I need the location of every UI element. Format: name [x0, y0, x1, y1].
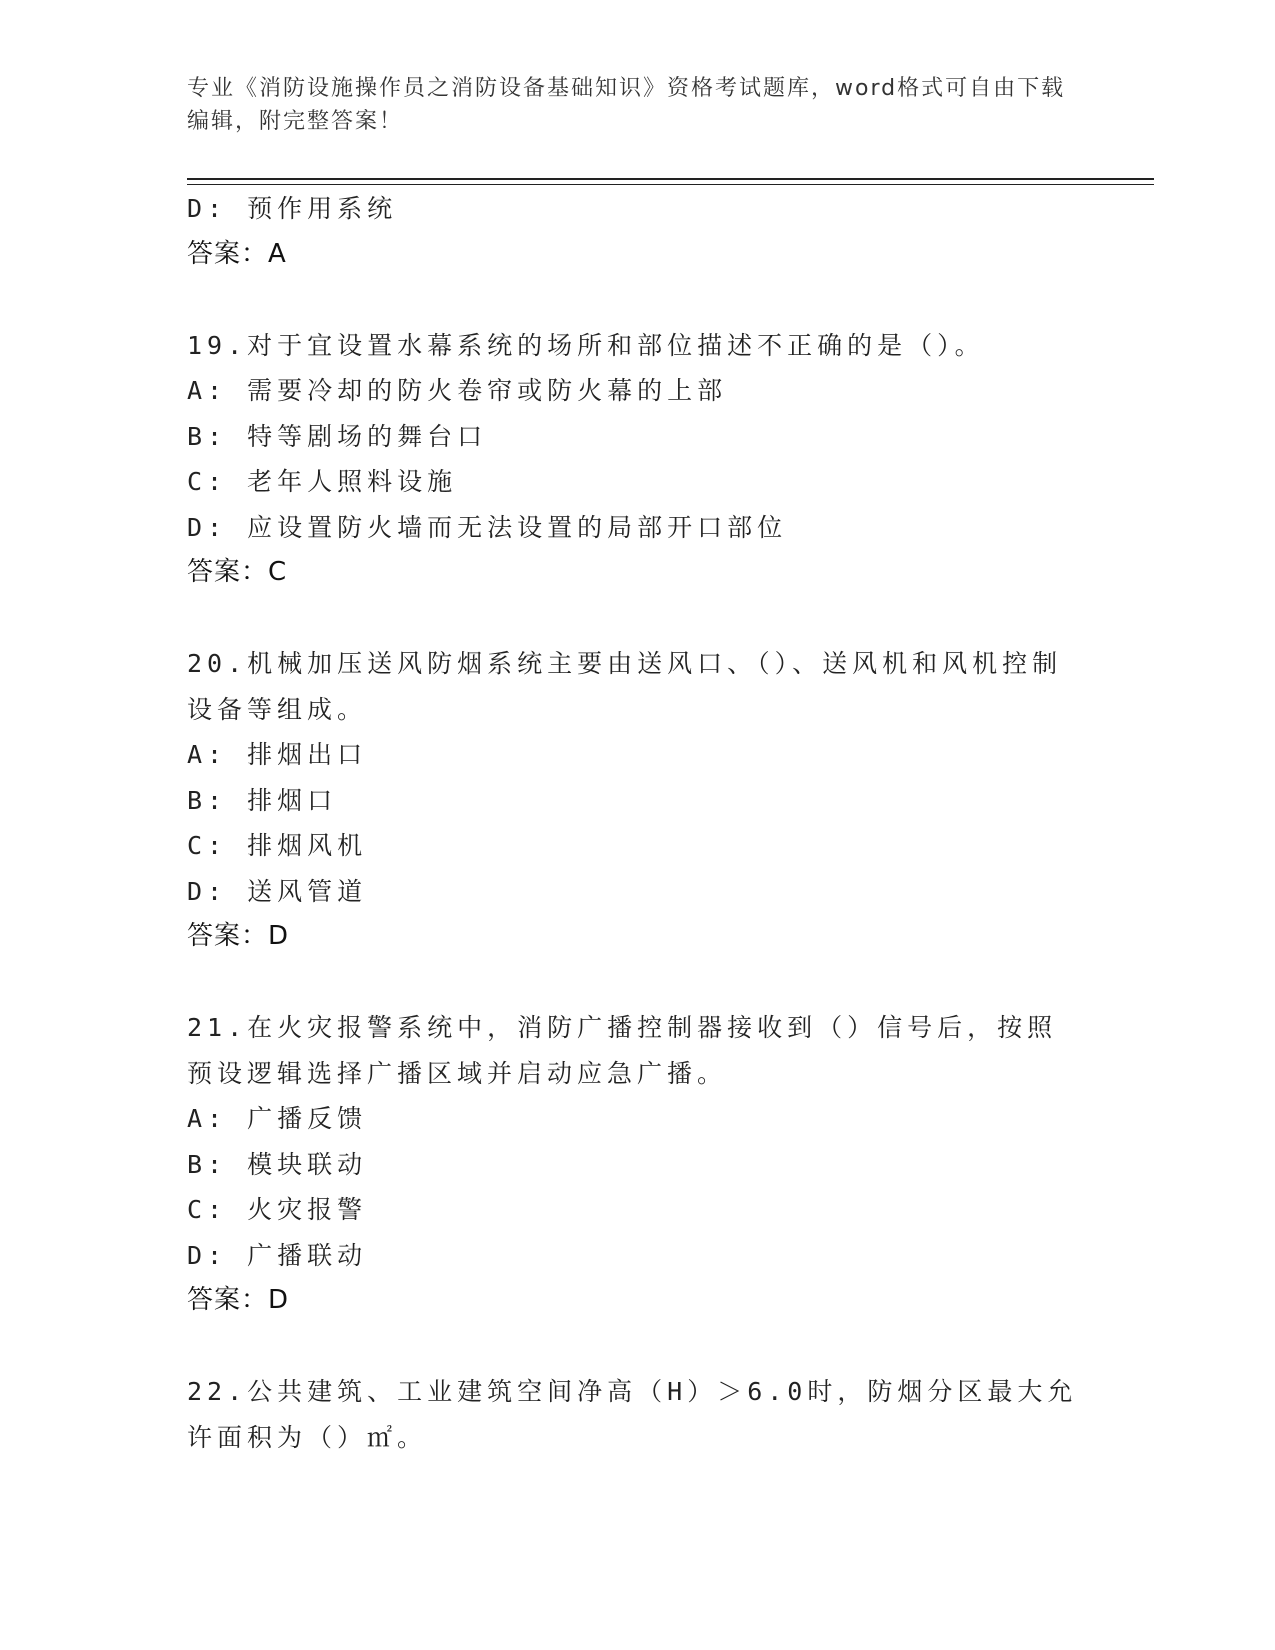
header-divider-thin — [187, 184, 1154, 185]
prev-answer: 答案：A — [187, 238, 287, 269]
option-a: A: 排烟出口 — [187, 740, 368, 769]
question-22 — [187, 1369, 1087, 1460]
option-d: D: 送风管道 — [187, 876, 368, 906]
option-b: B: 特等剧场的舞台口 — [187, 421, 488, 451]
answer: 答案：D — [187, 1285, 290, 1315]
option-b: B: 排烟口 — [187, 785, 338, 815]
option-b: B: 模块联动 — [187, 1149, 368, 1179]
question-stem: 21.在火灾报警系统中，消防广播控制器接收到（）信号后，按照预设逻辑选择广播区域并启动应急广播。 — [187, 1013, 1058, 1088]
option-c: C: 排烟风机 — [187, 831, 368, 860]
question-21 — [187, 1005, 1087, 1324]
option-a: A: 需要冷却的防火卷帘或防火幕的上部 — [187, 376, 728, 405]
question-stem: 19.对于宜设置水幕系统的场所和部位描述不正确的是（）。 — [187, 330, 985, 360]
option-d: D: 广播联动 — [187, 1240, 368, 1270]
document-header: 专业《消防设施操作员之消防设备基础知识》资格考试题库，word格式可自由下载编辑，附完整答案！ — [187, 76, 1066, 134]
question-20 — [187, 641, 1087, 960]
option-c: C: 老年人照料设施 — [187, 467, 458, 496]
header-divider-thick — [187, 178, 1154, 180]
question-list — [187, 186, 1087, 1460]
question-19 — [187, 323, 1087, 596]
option-a: A: 广播反馈 — [187, 1104, 368, 1133]
answer: 答案：D — [187, 921, 290, 951]
option-d: D: 应设置防火墙而无法设置的局部开口部位 — [187, 512, 788, 542]
question-stem: 22.公共建筑、工业建筑空间净高（H）＞6.0时，防烟分区最大允许面积为（）㎡。 — [187, 1377, 1078, 1452]
question-stem: 20.机械加压送风防烟系统主要由送风口、（）、送风机和风机控制设备等组成。 — [187, 649, 1063, 724]
prev-option-d: D: 预作用系统 — [187, 194, 398, 223]
answer: 答案：C — [187, 557, 288, 587]
option-c: C: 火灾报警 — [187, 1195, 368, 1224]
